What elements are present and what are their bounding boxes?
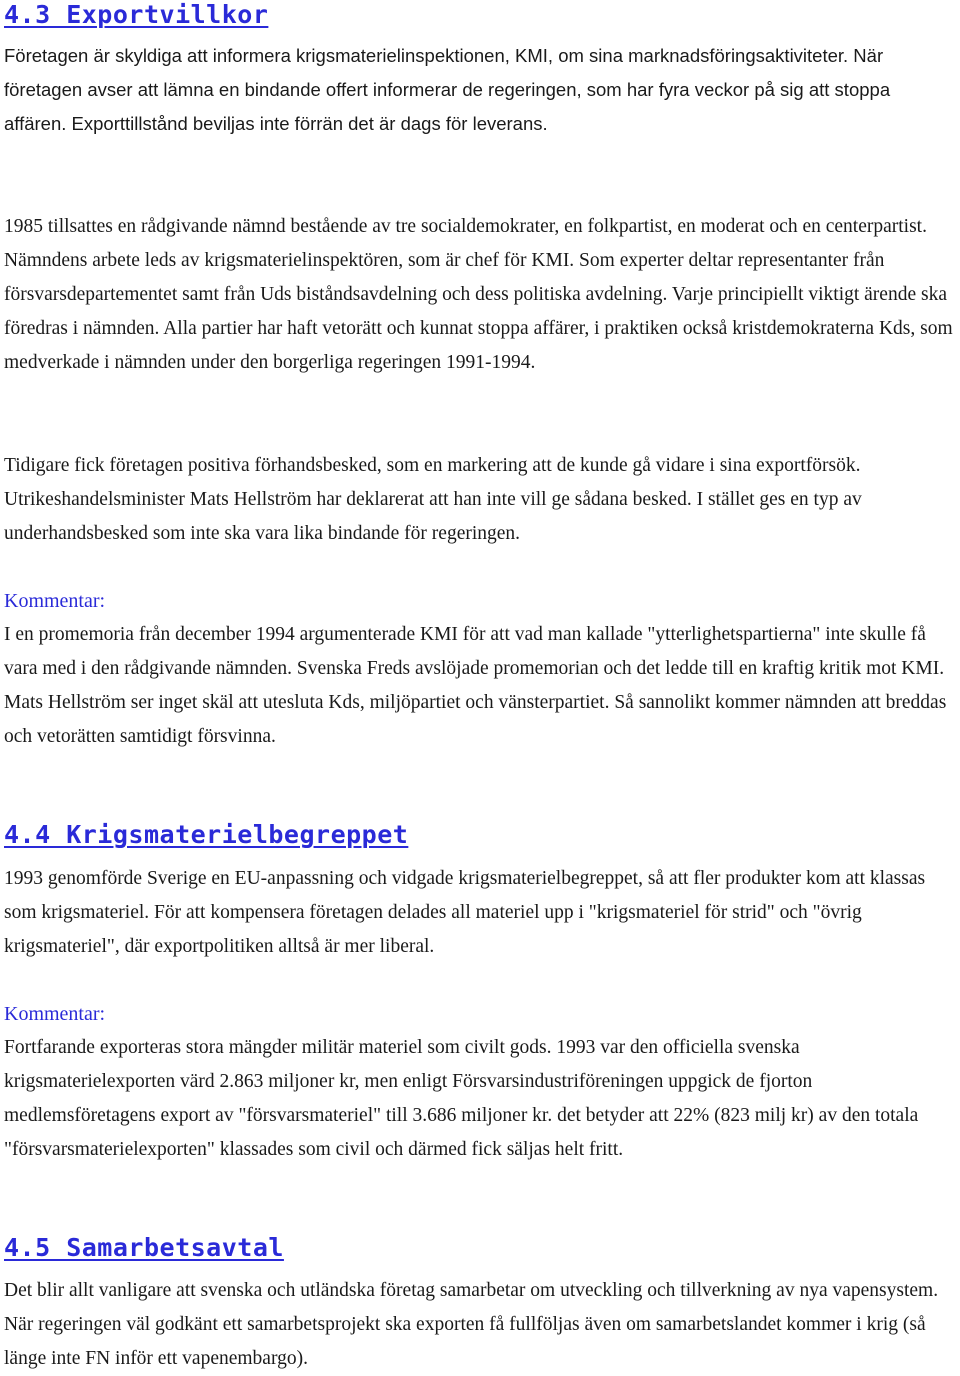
paragraph: Det blir allt vanligare att svenska och utländska företag samarbetar om utveckling och tillverkning av nya vapensystem. När regeringen väl godkänt ett samarbetsprojekt ska exporten få fullföljas även om samarbetslandet kommer i krig (så länge inte FN inför ett vapenembargo). bbox=[4, 1280, 939, 1369]
section-heading-4-4: 4.4 Krigsmaterielbegreppet bbox=[4, 820, 409, 849]
paragraph: Företagen är skyldiga att informera krigsmaterielinspektionen, KMI, om sina marknadsföringsaktiviteter. När företagen avser att lämna en bindande offert informerar de regeringen, som har fyra veckor på sig att stoppa affären. Exporttillstånd beviljas inte förrän det är dags för leverans. bbox=[4, 45, 891, 134]
paragraph: 1985 tillsattes en rådgivande nämnd bestående av tre socialdemokrater, en folkpartist, en moderat och en centerpartist. Nämndens arbete leds av krigsmaterielinspektören, som är chef för KMI. Som experter deltar representanter från försvarsdepartementet samt från Uds biståndsavdelning och dess politiska avdelning. Varje principiellt viktigt ärende ska föredras i nämnden. Alla partier har haft vetorätt och kunnat stoppa affärer, i praktiken också kristdemokraterna Kds, som medverkade i nämnden under den borgerliga regeringen 1991-1994. bbox=[4, 216, 953, 373]
paragraph: 1993 genomförde Sverige en EU-anpassning och vidgade krigsmaterielbegreppet, så att fler produkter kom att klassas som krigsmateriel. För att kompensera företagen delades all materiel upp i "krigsmateriel för strid" och "övrig krigsmateriel", där exportpolitiken alltså är mer liberal. bbox=[4, 868, 926, 957]
comment-label: Kommentar: bbox=[4, 1003, 106, 1025]
section-heading-4-5: 4.5 Samarbetsavtal bbox=[4, 1233, 284, 1262]
comment-paragraph: I en promemoria från december 1994 argumenterade KMI för att vad man kallade "ytterlighetspartierna" inte skulle få vara med i den rådgivande nämnden. Svenska Freds avslöjade promemorian och det ledde till en kraftig kritik mot KMI. Mats Hellström ser inget skäl att utesluta Kds, miljöpartiet och vänsterpartiet. Så sannolikt kommer nämnden att breddas och vetorätten samtidigt försvinna. bbox=[4, 624, 947, 747]
comment-paragraph: Fortfarande exporteras stora mängder militär materiel som civilt gods. 1993 var den officiella svenska krigsmaterielexporten värd 2.863 miljoner kr, men enligt Försvarsindustriföreningen uppgick de fjorton medlemsföretagens export av "försvarsmateriel" till 3.686 miljoner kr. det betyder att 22% (823 milj kr) av den totala "försvarsmaterielexporten" klassades som civil och därmed fick säljas helt fritt. bbox=[4, 1037, 919, 1160]
comment-label: Kommentar: bbox=[4, 590, 106, 612]
paragraph: Tidigare fick företagen positiva förhandsbesked, som en markering att de kunde gå vidare i sina exportförsök. Utrikeshandelsminister Mats Hellström har deklarerat att han inte vill ge sådana besked. I stället ges en typ av underhandsbesked som inte ska vara lika bindande för regeringen. bbox=[4, 455, 862, 544]
section-heading-4-3: 4.3 Exportvillkor bbox=[4, 0, 269, 29]
